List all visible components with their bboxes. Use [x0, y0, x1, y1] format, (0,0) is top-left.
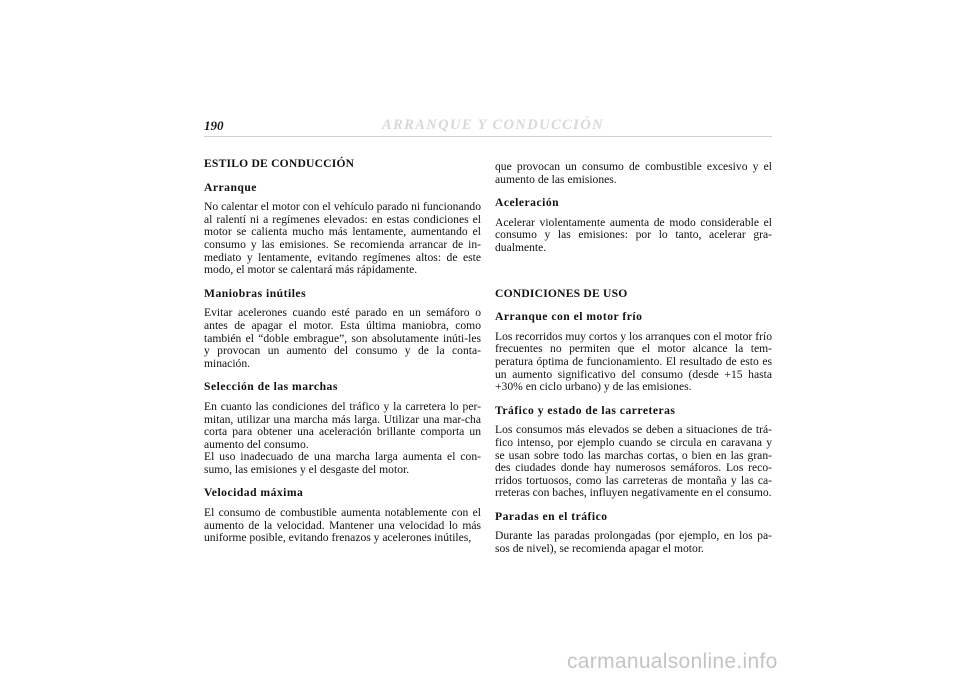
chapter-title: ARRANQUE Y CONDUCCIÓN	[382, 117, 604, 133]
header-divider	[204, 136, 772, 137]
paragraph-arranque-frio: Los recorridos muy cortos y los arranques con el motor frío frecuentes no permiten que el motor alcance la tem-peratura óptima de funcionamiento. El resultado de esto es un aumento significativo del consumo (desde +15 hasta +30% en ciclo urbano) y de las emisiones.	[495, 329, 772, 394]
section-title-condiciones: CONDICIONES DE USO	[495, 286, 628, 300]
heading-aceleracion: Aceleración	[495, 196, 560, 210]
heading-seleccion-marchas: Selección de las marchas	[204, 380, 338, 394]
paragraph-velocidad-maxima: El consumo de combustible aumenta notablemente con el aumento de la velocidad. Mantener una velocidad lo más uniforme posible, evitando frenazos y acelerones inútiles,	[204, 506, 481, 545]
right-column	[495, 161, 772, 567]
heading-maniobras: Maniobras inútiles	[204, 286, 307, 300]
paragraph-aceleracion: Acelerar violentamente aumenta de modo considerable el consumo y las emisiones: por lo tanto, acelerar gra-dualmente.	[495, 215, 772, 254]
heading-velocidad-maxima: Velocidad máxima	[204, 486, 304, 500]
heading-trafico: Tráfico y estado de las carreteras	[495, 403, 676, 417]
heading-arranque: Arranque	[204, 180, 257, 194]
paragraph-trafico: Los consumos más elevados se deben a situaciones de trá-fico intenso, por ejemplo cuando se circula en caravana y se usan sobre todo las marchas cortas, o bien en las gran-des ciudades donde hay numerosos semáforos. Los reco-rridos tortuosos, como las carreteras de montaña y las ca-rreteras con baches, influyen negativamente en el consumo.	[495, 423, 772, 500]
paragraph-seleccion-marchas-2: El uso inadecuado de una marcha larga aumenta el con-sumo, las emisiones y el desgaste del motor.	[204, 450, 481, 476]
watermark-text: carmanualsonline.info	[567, 650, 778, 673]
page-number: 190	[204, 118, 224, 133]
paragraph-arranque: No calentar el motor con el vehículo parado ni funcionando al ralentí ni a regímenes elevados: en estas condiciones el motor se calienta mucho más lentamente, aumentando el consumo y las emisiones. Se recomienda arrancar de in-mediato y lentamente, evitando regímenes altos: de este modo, el motor se calentará más rápidamente.	[204, 200, 481, 277]
heading-paradas: Paradas en el tráfico	[495, 509, 608, 523]
heading-arranque-frio: Arranque con el motor frío	[495, 310, 643, 324]
page-header	[204, 118, 772, 140]
section-spacer	[495, 266, 772, 288]
left-column	[204, 158, 481, 556]
paragraph-paradas: Durante las paradas prolongadas (por ejemplo, en los pa-sos de nivel), se recomienda apagar el motor.	[495, 529, 772, 556]
paragraph-seleccion-marchas-1: En cuanto las condiciones del tráfico y la carretera lo per-mitan, utilizar una marcha más larga. Utilizar una mar-cha corta para obtener una aceleración brillante comporta un aumento del consumo.	[204, 399, 481, 451]
paragraph-maniobras: Evitar acelerones cuando esté parado en un semáforo o antes de apagar el motor. Esta última maniobra, como también el “doble embrague”, son absolutamente inúti-les y provocan un aumento del consumo y de la conta-minación.	[204, 306, 481, 370]
section-title-estilo: ESTILO DE CONDUCCIÓN	[204, 157, 355, 170]
paragraph-continuation: que provocan un consumo de combustible excesivo y el aumento de las emisiones.	[495, 160, 772, 186]
